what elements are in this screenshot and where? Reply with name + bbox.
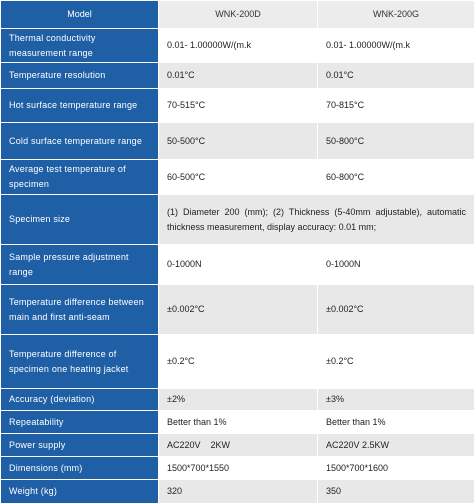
row-label: Repeatability xyxy=(1,411,159,434)
row-value-a: 0.01- 1.00000W/(m.k xyxy=(159,29,318,63)
row-label: Thermal conductivity measurement range xyxy=(1,29,159,63)
row-label: Dimensions (mm) xyxy=(1,457,159,480)
row-label: Specimen size xyxy=(1,195,159,245)
row-label: Average test temperature of specimen xyxy=(1,160,159,195)
table-row xyxy=(1,434,474,457)
table-row xyxy=(1,457,474,480)
table-row xyxy=(1,89,474,123)
row-value-a: ±0.2°C xyxy=(159,335,318,389)
row-value-a: ±0.002°C xyxy=(159,285,318,335)
row-value-a: 320 xyxy=(159,480,318,504)
table-row xyxy=(1,123,474,160)
row-value-a: 0-1000N xyxy=(159,245,318,285)
table-row xyxy=(1,63,474,89)
row-label: Sample pressure adjustment range xyxy=(1,245,159,285)
row-value-b: AC220V 2.5KW xyxy=(318,434,474,457)
row-value-a: 60-500°C xyxy=(159,160,318,195)
row-label: Power supply xyxy=(1,434,159,457)
row-value-b: 350 xyxy=(318,480,474,504)
row-value-b: 50-800°C xyxy=(318,123,474,160)
row-value-merged: (1) Diameter 200 (mm); (2) Thickness (5-40mm adjustable), automatic thickness measurement, display accuracy: 0.01 mm; xyxy=(159,195,474,245)
row-label: Temperature difference between main and first anti-seam xyxy=(1,285,159,335)
row-value-a: 1500*700*1550 xyxy=(159,457,318,480)
row-value-b: 0.01- 1.00000W/(m.k xyxy=(318,29,474,63)
row-value-b: ±0.2°C xyxy=(318,335,474,389)
table-row xyxy=(1,335,474,389)
row-label: Cold surface temperature range xyxy=(1,123,159,160)
table-row xyxy=(1,480,474,504)
row-value-b: 1500*700*1600 xyxy=(318,457,474,480)
row-label: Weight (kg) xyxy=(1,480,159,504)
row-value-b: 0-1000N xyxy=(318,245,474,285)
row-value-a: ±2% xyxy=(159,389,318,411)
row-value-b: ±3% xyxy=(318,389,474,411)
row-value-b: 70-815°C xyxy=(318,89,474,123)
header-model-b: WNK-200G xyxy=(318,1,474,29)
row-value-b: 0.01°C xyxy=(318,63,474,89)
row-label: Accuracy (deviation) xyxy=(1,389,159,411)
row-value-a: 0.01°C xyxy=(159,63,318,89)
table-row xyxy=(1,411,474,434)
row-label: Temperature resolution xyxy=(1,63,159,89)
row-value-a: AC220V 2KW xyxy=(159,434,318,457)
row-value-a: Better than 1% xyxy=(159,411,318,434)
row-value-a: 50-500°C xyxy=(159,123,318,160)
table-row xyxy=(1,160,474,195)
table-row xyxy=(1,285,474,335)
table-header-row xyxy=(1,1,474,29)
row-value-b: Better than 1% xyxy=(318,411,474,434)
table-row xyxy=(1,195,474,245)
table-row xyxy=(1,389,474,411)
row-value-b: 60-800°C xyxy=(318,160,474,195)
row-value-b: ±0.002°C xyxy=(318,285,474,335)
table-row xyxy=(1,245,474,285)
row-label: Temperature difference of specimen one heating jacket xyxy=(1,335,159,389)
row-label: Hot surface temperature range xyxy=(1,89,159,123)
row-value-a: 70-515°C xyxy=(159,89,318,123)
header-model-label: Model xyxy=(1,1,159,29)
header-model-a: WNK-200D xyxy=(159,1,318,29)
table-row xyxy=(1,29,474,63)
